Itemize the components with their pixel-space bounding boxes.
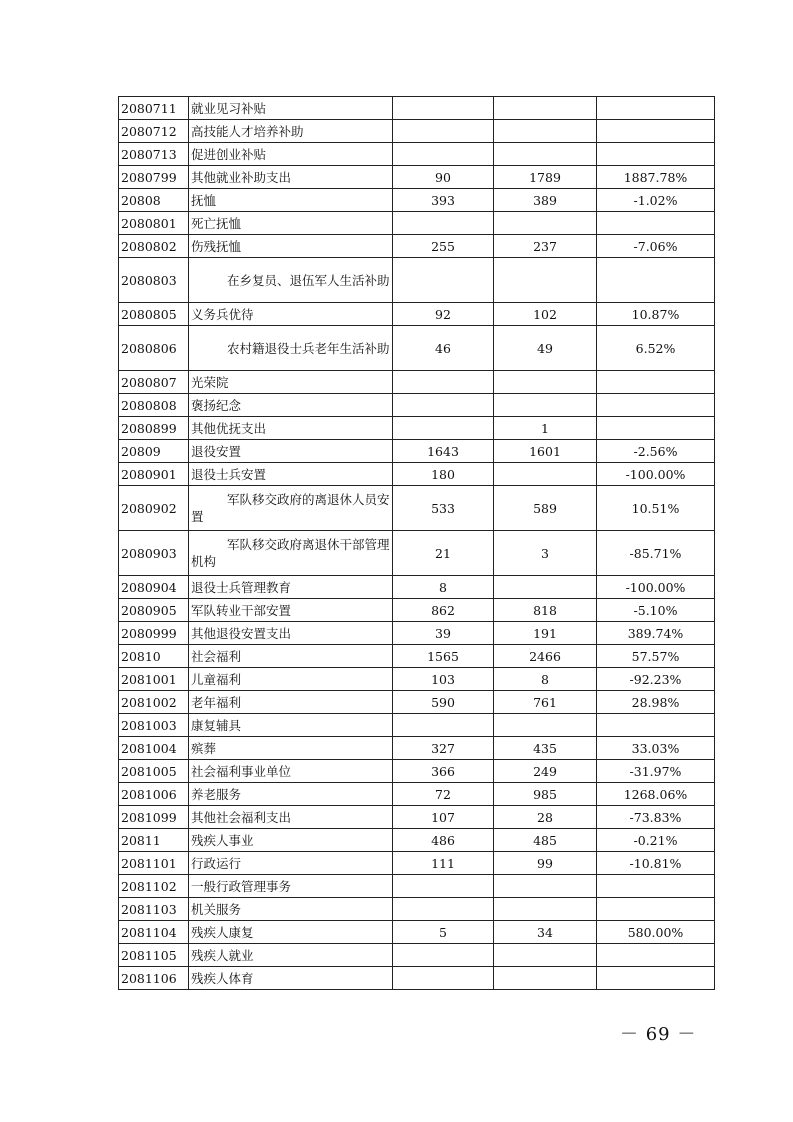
table-row — [119, 326, 715, 371]
item-name-cell: 残疾人康复 — [189, 921, 393, 944]
table-row — [119, 921, 715, 944]
budget-table — [118, 96, 715, 990]
prev-value-cell: 111 — [393, 852, 494, 875]
item-name-cell: 殡葬 — [189, 737, 393, 760]
item-name-cell: 就业见习补贴 — [189, 97, 393, 120]
code-cell: 2081004 — [119, 737, 189, 760]
table-row — [119, 645, 715, 668]
table-row — [119, 737, 715, 760]
prev-value-cell: 72 — [393, 783, 494, 806]
change-pct-cell — [597, 97, 715, 120]
curr-value-cell — [494, 944, 597, 967]
curr-value-cell: 8 — [494, 668, 597, 691]
code-cell: 2080713 — [119, 143, 189, 166]
curr-value-cell — [494, 576, 597, 599]
curr-value-cell: 102 — [494, 303, 597, 326]
code-cell: 2080805 — [119, 303, 189, 326]
curr-value-cell: 3 — [494, 531, 597, 576]
code-cell: 2080808 — [119, 394, 189, 417]
code-cell: 2080712 — [119, 120, 189, 143]
prev-value-cell: 486 — [393, 829, 494, 852]
table-row — [119, 258, 715, 303]
curr-value-cell: 1601 — [494, 440, 597, 463]
table-row — [119, 486, 715, 531]
change-pct-cell — [597, 898, 715, 921]
code-cell: 2081003 — [119, 714, 189, 737]
code-cell: 2081002 — [119, 691, 189, 714]
table-row — [119, 967, 715, 990]
table-row — [119, 235, 715, 258]
item-name-cell: 义务兵优待 — [189, 303, 393, 326]
table-row — [119, 783, 715, 806]
code-cell: 2080807 — [119, 371, 189, 394]
code-cell: 2080903 — [119, 531, 189, 576]
curr-value-cell: 34 — [494, 921, 597, 944]
change-pct-cell: -2.56% — [597, 440, 715, 463]
prev-value-cell: 1565 — [393, 645, 494, 668]
prev-value-cell: 862 — [393, 599, 494, 622]
curr-value-cell: 28 — [494, 806, 597, 829]
table-row — [119, 417, 715, 440]
prev-value-cell — [393, 394, 494, 417]
change-pct-cell — [597, 371, 715, 394]
curr-value-cell: 389 — [494, 189, 597, 212]
change-pct-cell: -7.06% — [597, 235, 715, 258]
prev-value-cell — [393, 371, 494, 394]
code-cell: 2081099 — [119, 806, 189, 829]
change-pct-cell: 57.57% — [597, 645, 715, 668]
curr-value-cell: 1789 — [494, 166, 597, 189]
table-row — [119, 714, 715, 737]
code-cell: 20809 — [119, 440, 189, 463]
curr-value-cell — [494, 97, 597, 120]
curr-value-cell — [494, 212, 597, 235]
prev-value-cell: 180 — [393, 463, 494, 486]
prev-value-cell: 90 — [393, 166, 494, 189]
change-pct-cell — [597, 258, 715, 303]
prev-value-cell — [393, 97, 494, 120]
prev-value-cell: 46 — [393, 326, 494, 371]
prev-value-cell: 39 — [393, 622, 494, 645]
table-row — [119, 622, 715, 645]
table-row — [119, 576, 715, 599]
table-row — [119, 668, 715, 691]
change-pct-cell — [597, 143, 715, 166]
table-row — [119, 463, 715, 486]
item-name-cell: 一般行政管理事务 — [189, 875, 393, 898]
code-cell: 2081106 — [119, 967, 189, 990]
curr-value-cell: 191 — [494, 622, 597, 645]
table-row — [119, 852, 715, 875]
code-cell: 2080802 — [119, 235, 189, 258]
prev-value-cell: 366 — [393, 760, 494, 783]
curr-value-cell — [494, 967, 597, 990]
table-row — [119, 189, 715, 212]
table-row — [119, 829, 715, 852]
curr-value-cell — [494, 394, 597, 417]
change-pct-cell: -85.71% — [597, 531, 715, 576]
change-pct-cell — [597, 944, 715, 967]
table-row — [119, 875, 715, 898]
table-row — [119, 394, 715, 417]
item-name-cell: 退役士兵管理教育 — [189, 576, 393, 599]
curr-value-cell: 485 — [494, 829, 597, 852]
item-name-cell: 光荣院 — [189, 371, 393, 394]
curr-value-cell — [494, 898, 597, 921]
change-pct-cell: -5.10% — [597, 599, 715, 622]
prev-value-cell — [393, 120, 494, 143]
item-name-cell: 老年福利 — [189, 691, 393, 714]
code-cell: 2081101 — [119, 852, 189, 875]
item-name-cell: 在乡复员、退伍军人生活补助 — [189, 258, 393, 303]
item-name-cell: 死亡抚恤 — [189, 212, 393, 235]
change-pct-cell: -10.81% — [597, 852, 715, 875]
code-cell: 2081005 — [119, 760, 189, 783]
item-name-cell: 儿童福利 — [189, 668, 393, 691]
item-name-cell: 社会福利 — [189, 645, 393, 668]
prev-value-cell: 92 — [393, 303, 494, 326]
item-name-cell: 其他就业补助支出 — [189, 166, 393, 189]
change-pct-cell: -73.83% — [597, 806, 715, 829]
curr-value-cell: 237 — [494, 235, 597, 258]
table-row — [119, 212, 715, 235]
code-cell: 2080904 — [119, 576, 189, 599]
code-cell: 2080711 — [119, 97, 189, 120]
prev-value-cell — [393, 898, 494, 921]
item-name-cell: 军队移交政府的离退休人员安置 — [189, 486, 393, 531]
curr-value-cell: 589 — [494, 486, 597, 531]
item-name-cell: 残疾人就业 — [189, 944, 393, 967]
table-row — [119, 371, 715, 394]
prev-value-cell — [393, 417, 494, 440]
prev-value-cell — [393, 714, 494, 737]
code-cell: 2081001 — [119, 668, 189, 691]
table-row — [119, 806, 715, 829]
item-name-cell: 军队转业干部安置 — [189, 599, 393, 622]
prev-value-cell: 255 — [393, 235, 494, 258]
item-name-cell: 抚恤 — [189, 189, 393, 212]
code-cell: 2080999 — [119, 622, 189, 645]
prev-value-cell: 590 — [393, 691, 494, 714]
change-pct-cell: 1887.78% — [597, 166, 715, 189]
change-pct-cell: -31.97% — [597, 760, 715, 783]
table-row — [119, 143, 715, 166]
table-row — [119, 120, 715, 143]
table-body — [119, 97, 715, 990]
code-cell: 2080803 — [119, 258, 189, 303]
prev-value-cell: 21 — [393, 531, 494, 576]
page-number: － 69 － — [620, 1024, 697, 1045]
change-pct-cell: 389.74% — [597, 622, 715, 645]
change-pct-cell — [597, 212, 715, 235]
item-name-cell: 残疾人事业 — [189, 829, 393, 852]
prev-value-cell — [393, 967, 494, 990]
table-row — [119, 691, 715, 714]
prev-value-cell: 1643 — [393, 440, 494, 463]
prev-value-cell: 5 — [393, 921, 494, 944]
prev-value-cell: 393 — [393, 189, 494, 212]
change-pct-cell — [597, 714, 715, 737]
change-pct-cell — [597, 967, 715, 990]
change-pct-cell: 28.98% — [597, 691, 715, 714]
change-pct-cell — [597, 417, 715, 440]
code-cell: 2080902 — [119, 486, 189, 531]
item-name-cell: 褒扬纪念 — [189, 394, 393, 417]
item-name-cell: 养老服务 — [189, 783, 393, 806]
curr-value-cell — [494, 371, 597, 394]
change-pct-cell: 33.03% — [597, 737, 715, 760]
curr-value-cell: 761 — [494, 691, 597, 714]
table-row — [119, 303, 715, 326]
item-name-cell: 其他退役安置支出 — [189, 622, 393, 645]
item-name-cell: 促进创业补贴 — [189, 143, 393, 166]
table-row — [119, 531, 715, 576]
item-name-cell: 机关服务 — [189, 898, 393, 921]
prev-value-cell: 107 — [393, 806, 494, 829]
prev-value-cell — [393, 258, 494, 303]
item-name-cell: 退役安置 — [189, 440, 393, 463]
code-cell: 2081102 — [119, 875, 189, 898]
item-name-cell: 社会福利事业单位 — [189, 760, 393, 783]
change-pct-cell: -92.23% — [597, 668, 715, 691]
curr-value-cell: 49 — [494, 326, 597, 371]
change-pct-cell: -100.00% — [597, 576, 715, 599]
code-cell: 20808 — [119, 189, 189, 212]
prev-value-cell: 103 — [393, 668, 494, 691]
prev-value-cell — [393, 143, 494, 166]
code-cell: 2080806 — [119, 326, 189, 371]
code-cell: 2081104 — [119, 921, 189, 944]
change-pct-cell: 10.87% — [597, 303, 715, 326]
code-cell: 2081006 — [119, 783, 189, 806]
code-cell: 2080801 — [119, 212, 189, 235]
table-row — [119, 166, 715, 189]
prev-value-cell: 8 — [393, 576, 494, 599]
curr-value-cell: 1 — [494, 417, 597, 440]
change-pct-cell: 1268.06% — [597, 783, 715, 806]
change-pct-cell: 580.00% — [597, 921, 715, 944]
curr-value-cell: 2466 — [494, 645, 597, 668]
prev-value-cell: 327 — [393, 737, 494, 760]
item-name-cell: 伤残抚恤 — [189, 235, 393, 258]
curr-value-cell — [494, 714, 597, 737]
code-cell: 2080901 — [119, 463, 189, 486]
code-cell: 2080799 — [119, 166, 189, 189]
table-row — [119, 599, 715, 622]
curr-value-cell: 249 — [494, 760, 597, 783]
change-pct-cell: 6.52% — [597, 326, 715, 371]
code-cell: 2080899 — [119, 417, 189, 440]
item-name-cell: 其他优抚支出 — [189, 417, 393, 440]
table-row — [119, 944, 715, 967]
item-name-cell: 高技能人才培养补助 — [189, 120, 393, 143]
code-cell: 20810 — [119, 645, 189, 668]
curr-value-cell: 818 — [494, 599, 597, 622]
change-pct-cell: -100.00% — [597, 463, 715, 486]
code-cell: 20811 — [119, 829, 189, 852]
table-row — [119, 898, 715, 921]
prev-value-cell — [393, 875, 494, 898]
change-pct-cell: -0.21% — [597, 829, 715, 852]
item-name-cell: 康复辅具 — [189, 714, 393, 737]
prev-value-cell: 533 — [393, 486, 494, 531]
prev-value-cell — [393, 944, 494, 967]
curr-value-cell — [494, 258, 597, 303]
prev-value-cell — [393, 212, 494, 235]
table-row — [119, 97, 715, 120]
curr-value-cell: 99 — [494, 852, 597, 875]
change-pct-cell: 10.51% — [597, 486, 715, 531]
change-pct-cell — [597, 120, 715, 143]
curr-value-cell — [494, 875, 597, 898]
item-name-cell: 残疾人体育 — [189, 967, 393, 990]
code-cell: 2080905 — [119, 599, 189, 622]
change-pct-cell — [597, 394, 715, 417]
item-name-cell: 行政运行 — [189, 852, 393, 875]
curr-value-cell: 985 — [494, 783, 597, 806]
curr-value-cell — [494, 143, 597, 166]
item-name-cell: 退役士兵安置 — [189, 463, 393, 486]
curr-value-cell — [494, 463, 597, 486]
item-name-cell: 农村籍退役士兵老年生活补助 — [189, 326, 393, 371]
item-name-cell: 军队移交政府离退休干部管理机构 — [189, 531, 393, 576]
change-pct-cell — [597, 875, 715, 898]
code-cell: 2081103 — [119, 898, 189, 921]
code-cell: 2081105 — [119, 944, 189, 967]
item-name-cell: 其他社会福利支出 — [189, 806, 393, 829]
table-row — [119, 440, 715, 463]
curr-value-cell: 435 — [494, 737, 597, 760]
table-row — [119, 760, 715, 783]
curr-value-cell — [494, 120, 597, 143]
change-pct-cell: -1.02% — [597, 189, 715, 212]
